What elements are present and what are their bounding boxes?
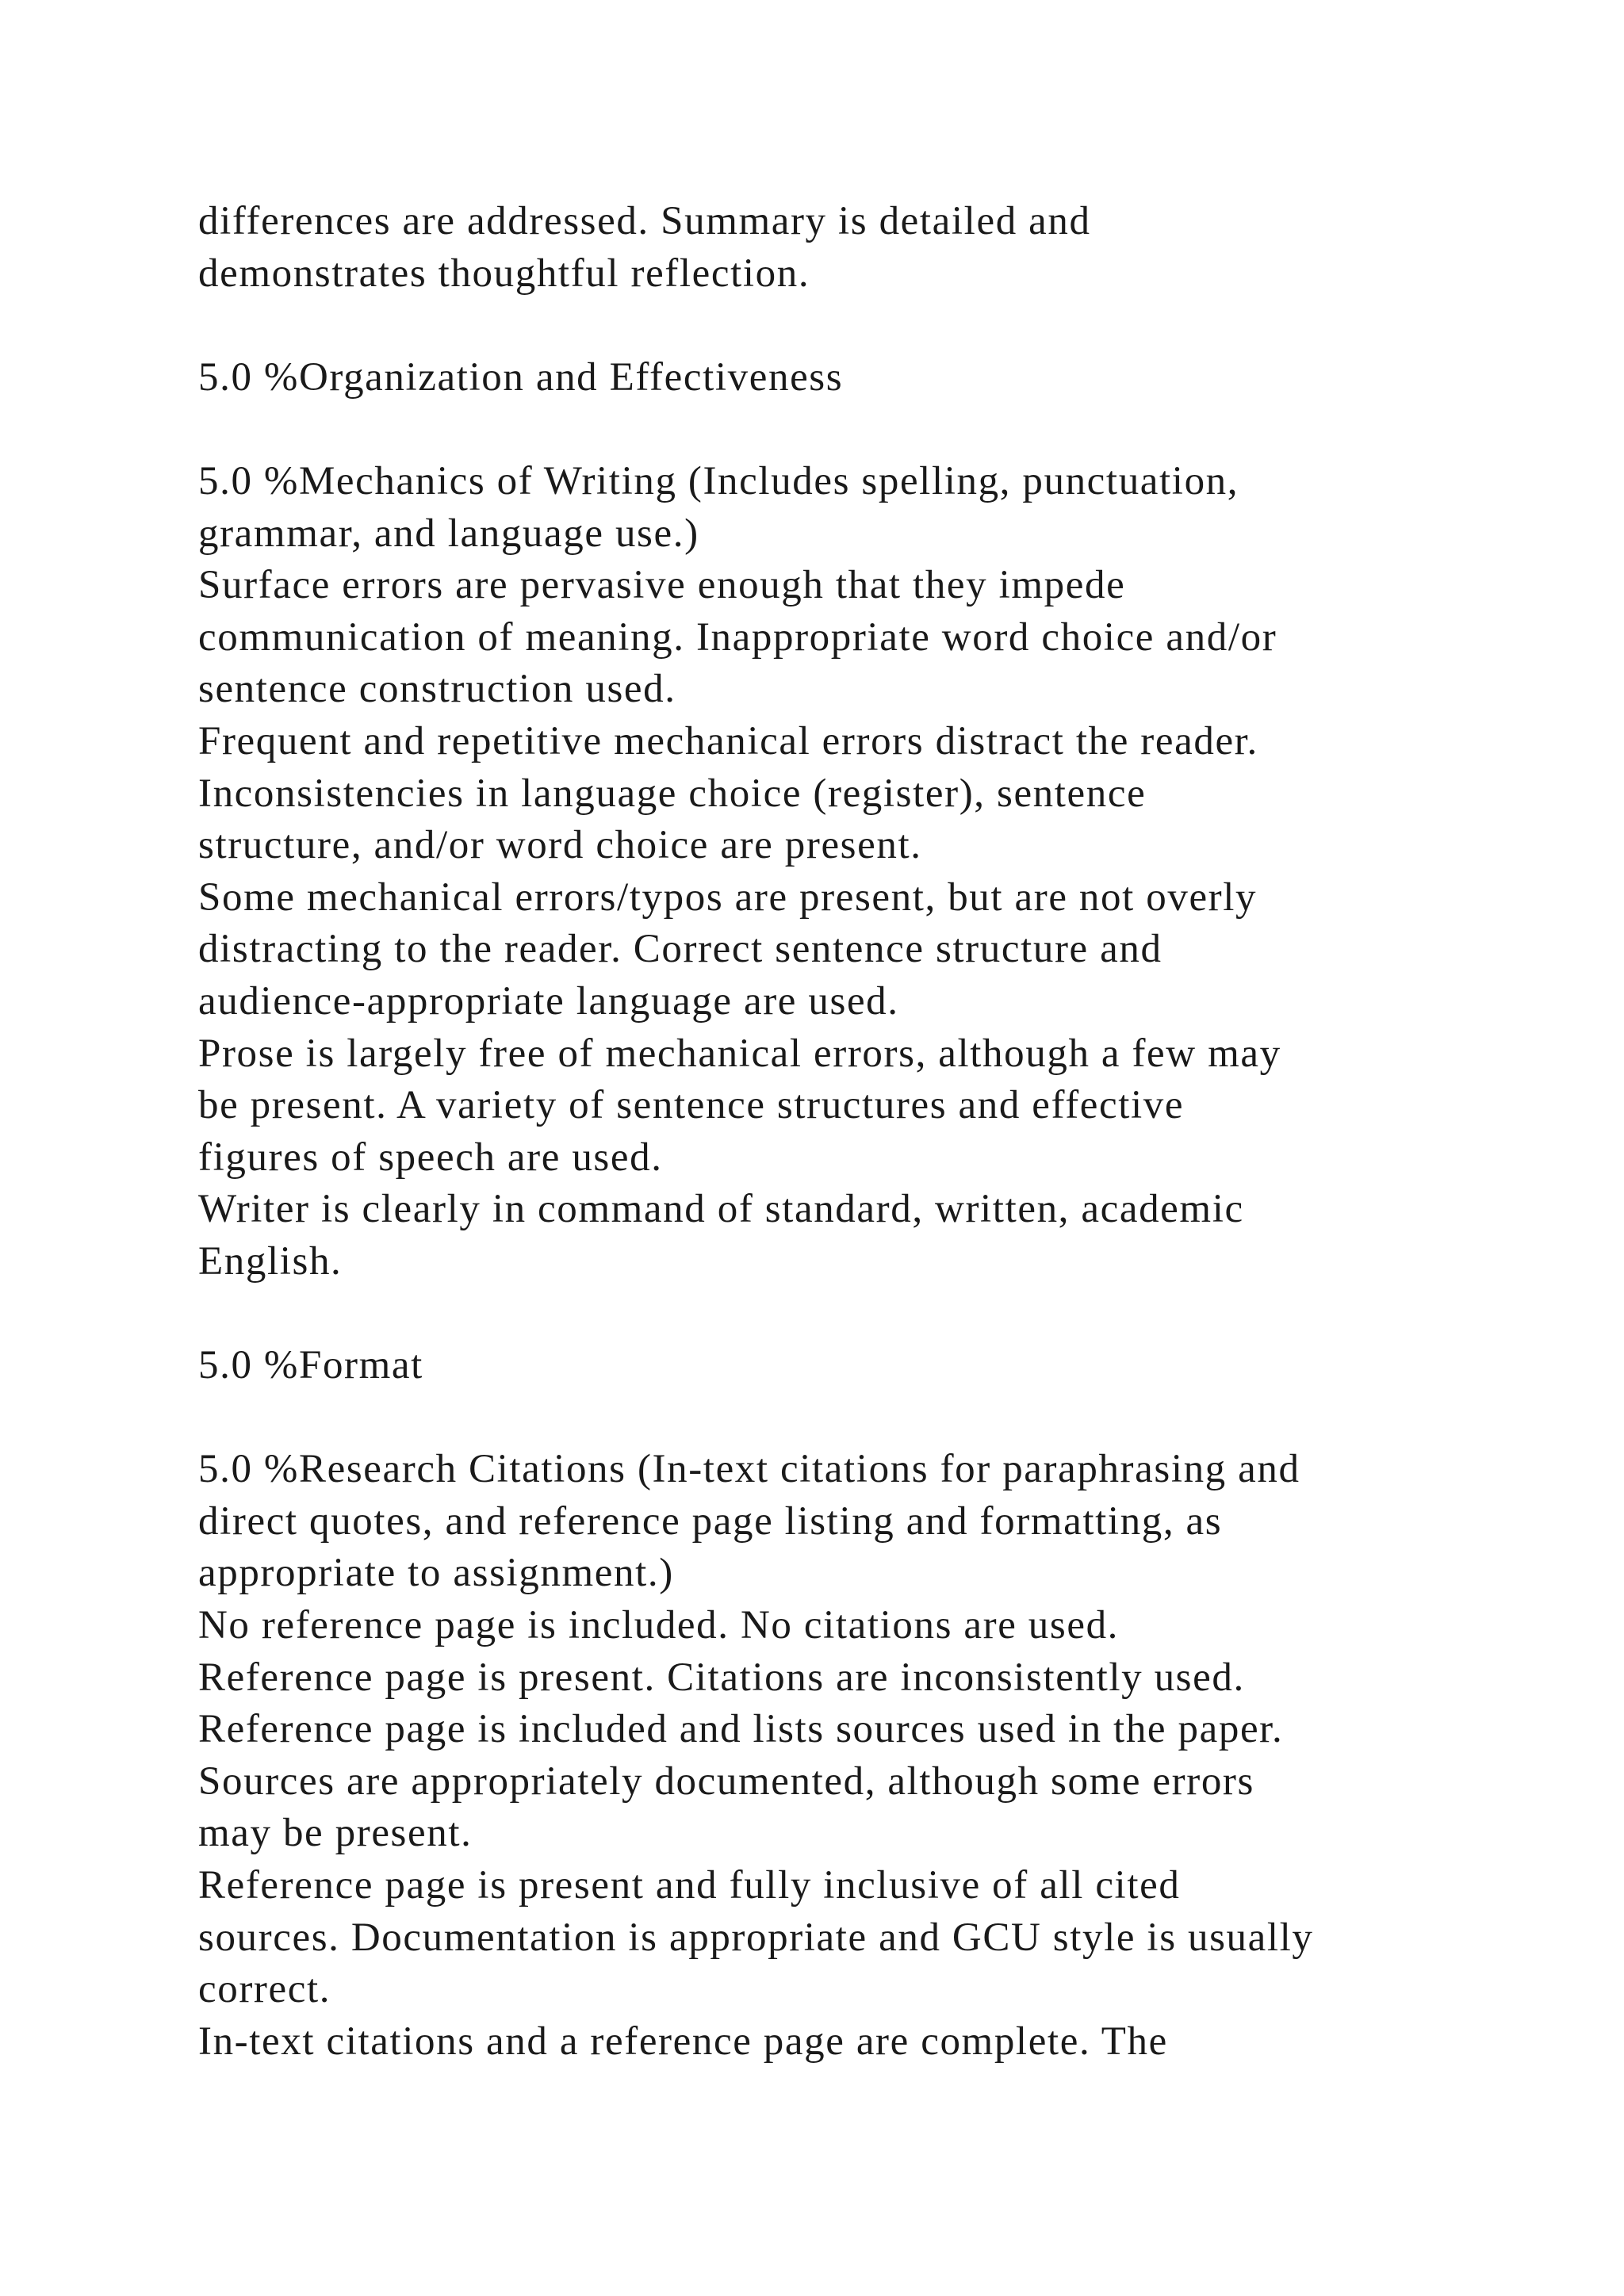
blank-line	[198, 1288, 1515, 1340]
text-line: Inconsistencies in language choice (register), sentence	[198, 771, 1147, 816]
text-line: Reference page is included and lists sources used in the paper.	[198, 1707, 1284, 1752]
text-line: direct quotes, and reference page listing and formatting, as	[198, 1498, 1223, 1544]
text-line: figures of speech are used.	[198, 1135, 663, 1180]
text-line: Surface errors are pervasive enough that they impede	[198, 563, 1126, 608]
text-line: Reference page is present and fully inclusive of all cited	[198, 1863, 1181, 1908]
document-text	[198, 196, 1515, 2068]
blank-line	[198, 404, 1515, 456]
text-line: Reference page is present. Citations are inconsistently used.	[198, 1655, 1245, 1700]
text-line: grammar, and language use.)	[198, 511, 699, 556]
section-heading-research-citations: 5.0 %Research Citations (In-text citations for paraphrasing and	[198, 1447, 1300, 1492]
text-line: appropriate to assignment.)	[198, 1551, 674, 1596]
text-line: audience-appropriate language are used.	[198, 978, 899, 1024]
blank-line	[198, 300, 1515, 352]
text-line: English.	[198, 1238, 343, 1284]
text-line: Sources are appropriately documented, although some errors	[198, 1758, 1254, 1804]
text-line: sources. Documentation is appropriate and GCU style is usually	[198, 1915, 1314, 1960]
text-line: be present. A variety of sentence structures and effective	[198, 1083, 1185, 1128]
text-line: Some mechanical errors/typos are present, but are not overly	[198, 874, 1258, 920]
text-line: structure, and/or word choice are present.	[198, 823, 922, 868]
blank-line	[198, 1392, 1515, 1445]
section-heading-mechanics: 5.0 %Mechanics of Writing (Includes spelling, punctuation,	[198, 458, 1239, 503]
text-line: No reference page is included. No citations are used.	[198, 1603, 1120, 1648]
text-line: Frequent and repetitive mechanical errors distract the reader.	[198, 718, 1258, 763]
text-line: demonstrates thoughtful reflection.	[198, 251, 810, 296]
section-heading-organization: 5.0 %Organization and Effectiveness	[198, 354, 844, 400]
text-line: correct.	[198, 1967, 331, 2012]
text-line: Prose is largely free of mechanical errors, although a few may	[198, 1031, 1281, 1076]
text-line: differences are addressed. Summary is detailed and	[198, 199, 1091, 243]
text-line: In-text citations and a reference page are complete. The	[198, 2019, 1168, 2064]
text-line: sentence construction used.	[198, 667, 676, 712]
text-line: communication of meaning. Inappropriate word choice and/or	[198, 614, 1277, 660]
text-line: may be present.	[198, 1811, 473, 1856]
text-line: distracting to the reader. Correct sentence structure and	[198, 927, 1162, 972]
text-line: Writer is clearly in command of standard, written, academic	[198, 1187, 1244, 1232]
section-heading-format: 5.0 %Format	[198, 1343, 423, 1388]
